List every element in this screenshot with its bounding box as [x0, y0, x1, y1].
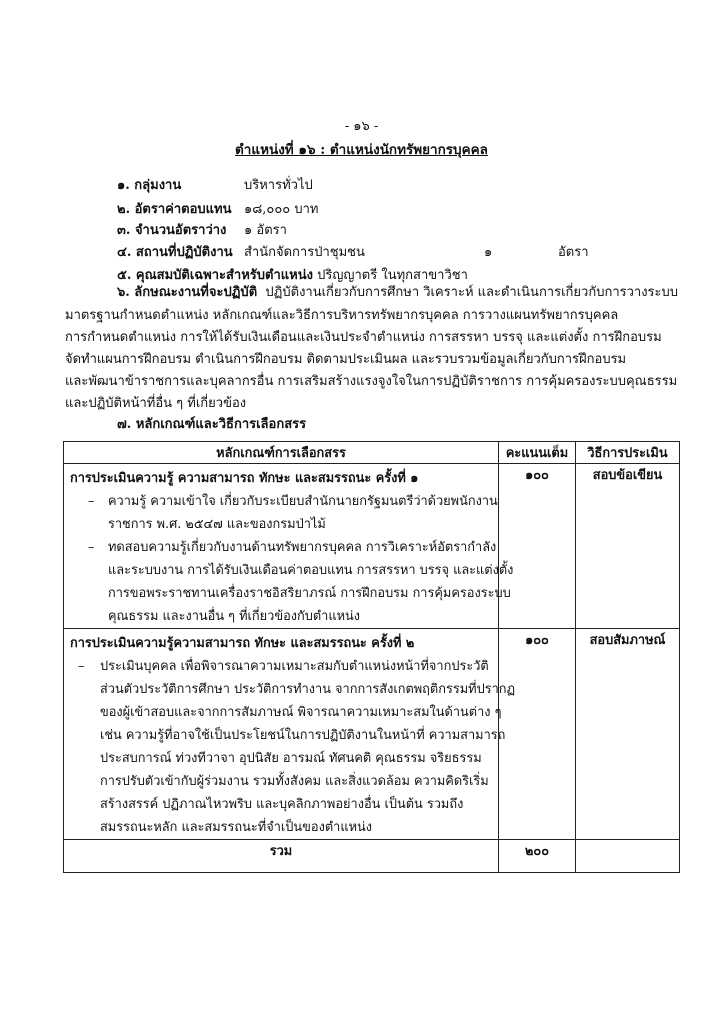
bullet-line: ทดสอบความรู้เกี่ยวกับงานด้านทรัพยากรบุคคล การวิเคราะห์อัตรากำลัง: [108, 540, 497, 555]
item-vacancy: [117, 219, 287, 240]
header-score: คะแนนเต็ม: [499, 442, 576, 464]
table-header-row: [64, 442, 680, 464]
bullet-item: [64, 490, 498, 536]
score-cell: ๑๐๐: [499, 629, 576, 840]
dash-icon: –: [78, 659, 85, 674]
criteria-table: [63, 441, 680, 873]
item-rate: [117, 198, 318, 219]
bullet-line: สมรรถนะหลัก และสมรรถนะที่จำเป็นของตำแหน่ง: [100, 820, 373, 835]
duties-line: การกำหนดตำแหน่ง การให้ได้รับเงินเดือนและเงินประจำตำแหน่ง การสรรหา บรรจุ และแต่งตั้ง การฝึกอบรม: [65, 330, 662, 345]
duties-line: และปฏิบัติหน้าที่อื่น ๆ ที่เกี่ยวข้อง: [65, 396, 247, 411]
section-title: การประเมินความรู้ ความสามารถ ทักษะ และสมรรถนะ ครั้งที่ ๑: [70, 471, 419, 486]
bullet-line: ราชการ พ.ศ. ๒๕๔๗ และของกรมป่าไม้: [108, 517, 326, 532]
section-title: การประเมินความรู้ความสามารถ ทักษะ และสมรรถนะ ครั้งที่ ๒: [70, 636, 415, 651]
item-value: ปริญญาตรี ในทุกสาขาวิชา: [317, 268, 468, 283]
total-row: [64, 840, 680, 873]
criteria-heading: ๗. หลักเกณฑ์และวิธีการเลือกสรร: [117, 417, 307, 432]
item-label: ๒. อัตราค่าตอบแทน: [117, 202, 232, 217]
item-label: ๓. จำนวนอัตราว่าง: [117, 223, 227, 238]
bullet-line: ส่วนตัวประวัติการศึกษา ประวัติการทำงาน จากการสังเกตพฤติกรรมที่ปรากฏ: [100, 682, 516, 697]
page-title-text: ตำแหน่งที่ ๑๖ : ตำแหน่งนักทรัพยากรบุคคล: [235, 142, 488, 158]
item-value: ๑ อัตรา: [244, 223, 287, 238]
item-count: ๑: [484, 245, 493, 260]
bullet-line: ประเมินบุคคล เพื่อพิจารณาความเหมาะสมกับตำแหน่งหน้าที่จากประวัติ: [100, 659, 489, 674]
method-cell: สอบสัมภาษณ์: [576, 629, 680, 840]
item-value: ๑๘,๐๐๐ บาท: [244, 202, 319, 217]
duties-text: ปฏิบัติงานเกี่ยวกับการศึกษา วิเคราะห์ และดำเนินการเกี่ยวกับการวางระบบ: [265, 285, 679, 300]
score-cell: ๑๐๐: [499, 464, 576, 629]
bullet-line: เช่น ความรู้ที่อาจใช้เป็นประโยชน์ในการปฏิบัติงานในหน้าที่ ความสามารถ: [100, 728, 506, 743]
bullet-line: ของผู้เข้าสอบและจากการสัมภาษณ์ พิจารณาความเหมาะสมในด้านต่าง ๆ: [100, 705, 502, 720]
item-label: ๕. คุณสมบัติเฉพาะสำหรับตำแหน่ง: [117, 268, 313, 283]
header-criteria: หลักเกณฑ์การเลือกสรร: [64, 442, 499, 464]
bullet-line: การขอพระราชทานเครื่องราชอิสริยาภรณ์ การฝึกอบรม การคุ้มครองระบบ: [108, 586, 511, 601]
dash-icon: –: [88, 540, 95, 555]
bullet-item: [64, 655, 516, 839]
item-unit: อัตรา: [558, 245, 589, 260]
item-label: ๔. สถานที่ปฏิบัติงาน: [117, 245, 233, 260]
table-row: [64, 464, 680, 629]
page-title: [0, 138, 723, 160]
duties-label: ๖. ลักษณะงานที่จะปฏิบัติ: [117, 285, 258, 300]
bullet-line: สร้างสรรค์ ปฏิภาณไหวพริบ และบุคลิกภาพอย่างอื่น เป็นต้น รวมถึง: [100, 797, 464, 812]
total-method-cell: [576, 840, 680, 873]
item-location: [117, 241, 589, 262]
page-number: - ๑๖ -: [344, 119, 379, 134]
criteria-cell: [64, 464, 514, 629]
item-value: บริหารทั่วไป: [244, 178, 313, 193]
item-label: ๑. กลุ่มงาน: [117, 178, 182, 193]
dash-icon: –: [88, 494, 95, 509]
table-row: [64, 629, 680, 840]
bullet-line: และระบบงาน การได้รับเงินเดือนค่าตอบแทน การสรรหา บรรจุ และแต่งตั้ง: [108, 563, 514, 578]
duties-line: จัดทำแผนการฝึกอบรม ดำเนินการฝึกอบรม ติดตามประเมินผล และรวบรวมข้อมูลเกี่ยวกับการฝึกอบรม: [65, 352, 627, 367]
total-label: รวม: [64, 840, 499, 873]
item-value: สำนักจัดการป่าชุมชน: [244, 245, 365, 260]
header-method: วิธีการประเมิน: [576, 442, 680, 464]
total-score: ๒๐๐: [499, 840, 576, 873]
duties-line-1: [117, 282, 678, 303]
bullet-line: การปรับตัวเข้ากับผู้ร่วมงาน รวมทั้งสังคม และสิ่งแวดล้อม ความคิดริเริ่ม: [100, 774, 489, 789]
bullet-item: [64, 536, 514, 628]
item-group: [117, 174, 313, 195]
method-cell: สอบข้อเขียน: [576, 464, 680, 629]
duties-line: และพัฒนาข้าราชการและบุคลากรอื่น การเสริมสร้างแรงจูงใจในการปฏิบัติราชการ การคุ้มครองระบบคุณธรรม: [65, 374, 678, 389]
criteria-cell: [64, 629, 516, 840]
bullet-line: ประสบการณ์ ท่วงทีวาจา อุปนิสัย อารมณ์ ทัศนคติ คุณธรรม จริยธรรม: [100, 751, 482, 766]
bullet-line: ความรู้ ความเข้าใจ เกี่ยวกับระเบียบสำนักนายกรัฐมนตรีว่าด้วยพนักงาน: [108, 494, 498, 509]
duties-line: มาตรฐานกำหนดตำแหน่ง หลักเกณฑ์และวิธีการบริหารทรัพยากรบุคคล การวางแผนทรัพยากรบุคคล: [65, 308, 619, 323]
bullet-line: คุณธรรม และงานอื่น ๆ ที่เกี่ยวข้องกับตำแหน่ง: [108, 609, 361, 624]
